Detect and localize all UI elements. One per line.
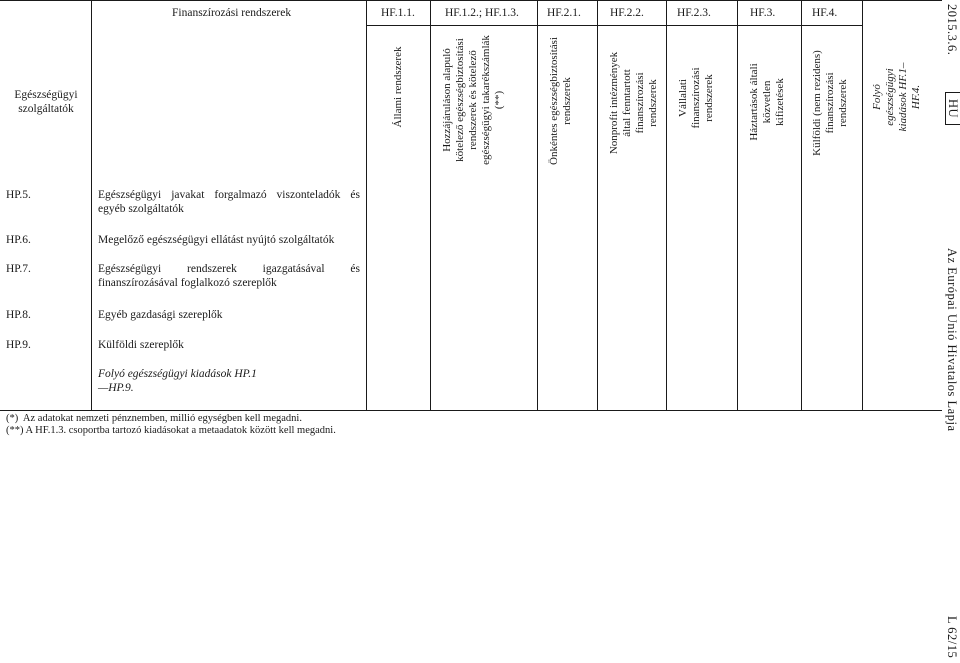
financing-code: HF.4. [812,7,838,19]
footnote: (**) A HF.1.3. csoportba tartozó kiadásokat a metaadatok között kell megadni. [6,425,336,436]
column-header: Hozzájáruláson alapuló kötelező egészségbiztosítási rendszerek és kötelező egészségügyi takarékszámlák (**) [441,35,505,165]
financing-code: HF.2.3. [677,7,711,19]
col-divider [537,0,538,410]
language-code [946,92,960,125]
total-row-label: Folyó egészségügyi kiadások HP.1—HP.9. [98,368,257,394]
row-label: Megelőző egészségügyi ellátást nyújtó szolgáltatók [98,234,335,246]
column-header: Folyó egészségügyi kiadások HF.1–HF.4. [871,62,922,132]
col-divider [862,0,863,410]
column-header: Nonprofit intézmények által fenntartott finanszírozási rendszerek [608,51,659,155]
codes-bottom-border [366,25,862,26]
col-divider [666,0,667,410]
table-bottom-border [0,410,942,411]
column-header: Önkéntes egészségbiztosítási rendszerek [548,37,573,165]
page-reference: L 62/15 [945,616,959,659]
language-badge: HU [945,92,960,125]
column-header: Háztartások általi közvetlen kifizetések [748,63,786,141]
column-header: Külföldi (nem rezidens) finanszírozási rendszerek [811,50,849,156]
col-divider [430,0,431,410]
column-header: Vállalati finanszírozási rendszerek [677,67,715,129]
row-label: Külföldi szereplők [98,339,184,351]
row-code: HP.9. [6,339,31,351]
publication-date: 2015.3.6. [945,4,959,56]
financing-code: HF.2.2. [610,7,644,19]
footnote: (*) Az adatokat nemzeti pénznemben, millió egységben kell megadni. [6,413,302,424]
col-divider [801,0,802,410]
row-label: Egyéb gazdasági szereplők [98,309,223,321]
column-header: Állami rendszerek [392,46,404,128]
row-code: HP.6. [6,234,31,246]
financing-code: HF.1.1. [381,7,415,19]
col-divider [366,0,367,410]
row-code: HP.8. [6,309,31,321]
col-divider [597,0,598,410]
financing-code: HF.3. [750,7,776,19]
row-header-label: Egészségügyi szolgáltatók [14,89,78,115]
financing-title: Finanszírozási rendszerek [172,7,292,19]
col-divider [737,0,738,410]
row-code: HP.5. [6,189,31,201]
journal-title: Az Európai Unió Hivatalos Lapja [945,248,959,432]
col-divider [91,0,92,410]
financing-code: HF.2.1. [547,7,581,19]
row-label: Egészségügyi rendszerek igazgatásával és finanszírozásával foglalkozó szereplők [98,263,360,289]
row-label: Egészségügyi javakat forgalmazó viszonteladók és egyéb szolgáltatók [98,189,360,215]
row-code: HP.7. [6,263,31,275]
financing-code: HF.1.2.; HF.1.3. [445,7,519,19]
